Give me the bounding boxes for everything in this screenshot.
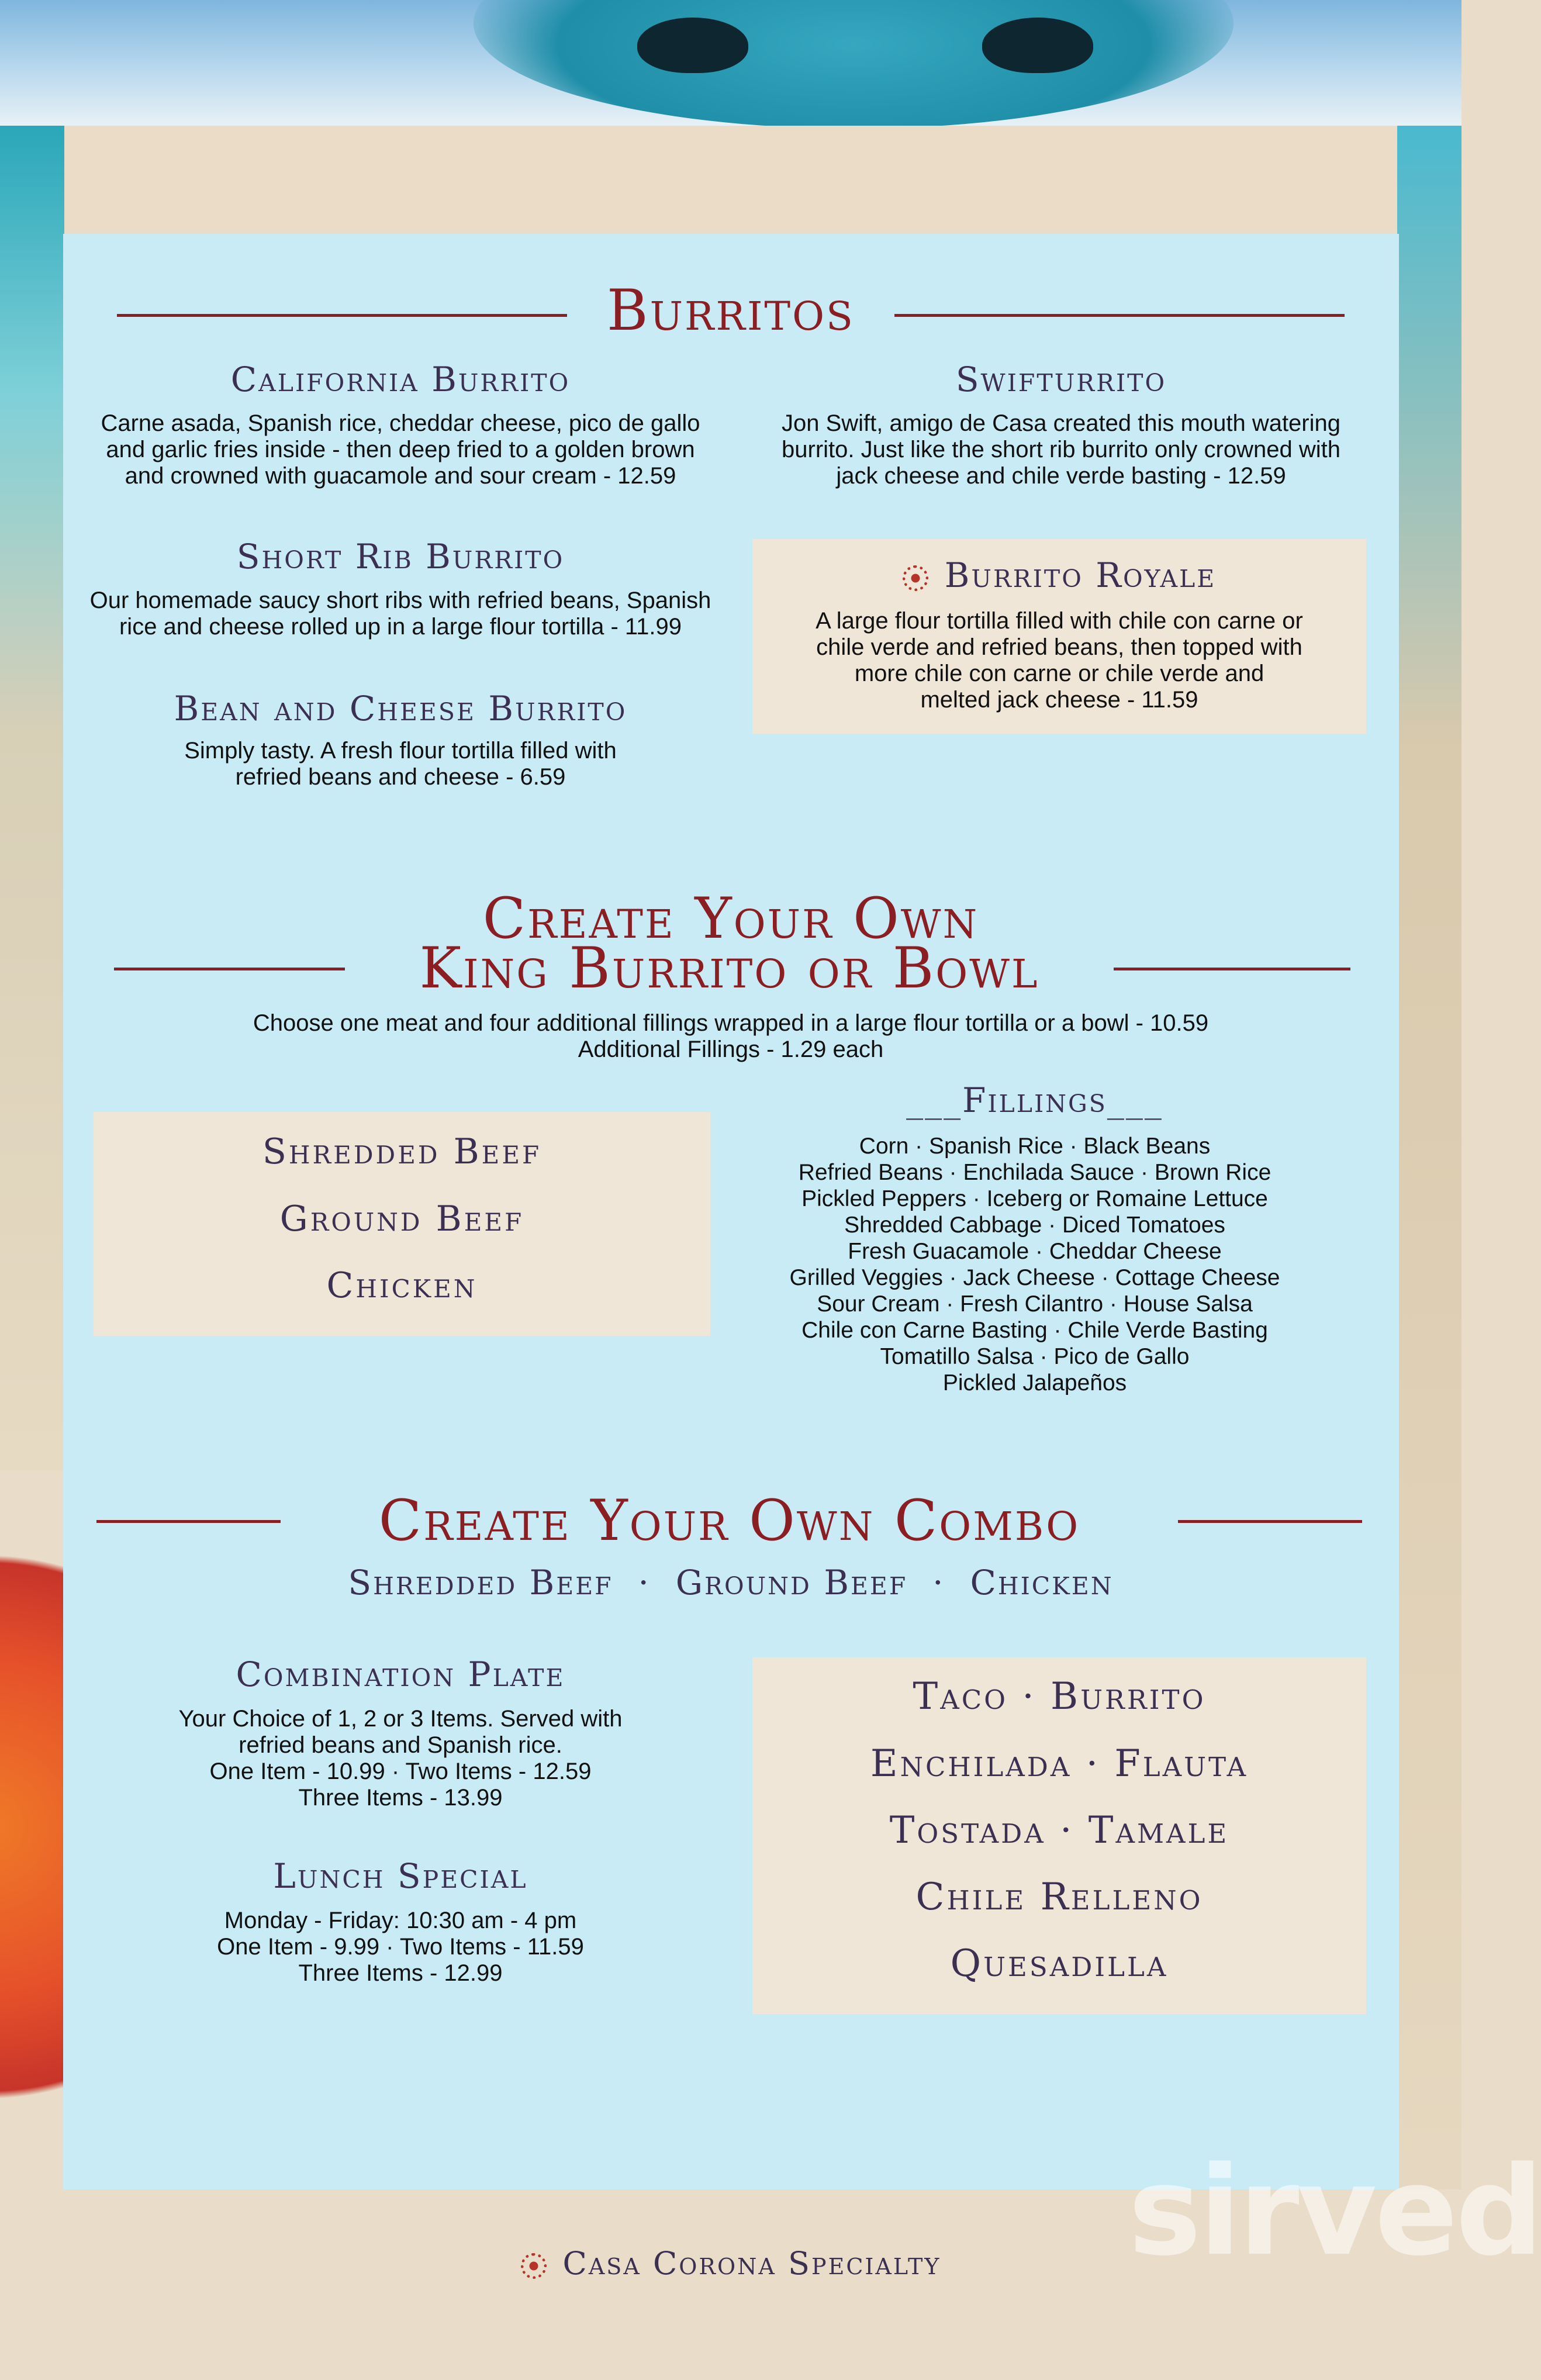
fillings-title: ___Fillings___ <box>906 1080 1163 1120</box>
filling-line: Tomatillo Salsa · Pico de Gallo <box>880 1344 1190 1369</box>
king-rule-left <box>114 968 345 970</box>
combo-item-tostada-tamale: Tostada · Tamale <box>889 1809 1229 1852</box>
swifturrito-name: Swifturrito <box>955 360 1167 399</box>
combo-meats: Shredded Beef · Ground Beef · Chicken <box>348 1563 1114 1602</box>
king-meat-chicken: Chicken <box>326 1265 478 1306</box>
sirved-watermark: sirved <box>1128 2140 1541 2283</box>
lunch-special-desc: Monday - Friday: 10:30 am - 4 pm One Item - 9.99 · Two Items - 11.59 Three Items - 12.99 <box>217 1908 584 1986</box>
combination-plate-desc: Your Choice of 1, 2 or 3 Items. Served with refried beans and Spanish rice. One Item - 10.99 · Two Items - 12.59 Three Items - 13.99 <box>178 1706 623 1811</box>
filling-line: Sour Cream · Fresh Cilantro · House Salsa <box>817 1291 1253 1317</box>
burrito-royale-name: Burrito Royale <box>752 555 1366 595</box>
combination-plate-name: Combination Plate <box>236 1654 565 1694</box>
bean-cheese-burrito-name: Bean and Cheese Burrito <box>174 689 627 728</box>
combo-rule-left <box>96 1520 281 1523</box>
king-desc: Choose one meat and four additional fillings wrapped in a large flour tortilla or a bowl - 10.59 Additional Fillings - 1.29 each <box>253 1010 1209 1062</box>
mask-left-eye <box>637 18 748 73</box>
filling-line: Pickled Jalapeños <box>942 1370 1127 1395</box>
filling-line: Chile con Carne Basting · Chile Verde Basting <box>801 1318 1268 1343</box>
header-band <box>0 126 1461 248</box>
short-rib-burrito-name: Short Rib Burrito <box>236 537 565 576</box>
burritos-title: Burritos <box>607 278 855 343</box>
filling-line: Refried Beans · Enchilada Sauce · Brown Rice <box>798 1160 1272 1185</box>
combo-item-chile-relleno: Chile Relleno <box>915 1875 1203 1919</box>
california-burrito-name: California Burrito <box>230 360 571 399</box>
specialty-sun-icon <box>521 2253 547 2279</box>
filling-line: Pickled Peppers · Iceberg or Romaine Lettuce <box>801 1186 1268 1211</box>
combo-item-quesadilla: Quesadilla <box>950 1942 1169 1985</box>
mask-right-eye <box>982 18 1093 73</box>
lunch-special-name: Lunch Special <box>273 1856 528 1896</box>
swifturrito-desc: Jon Swift, amigo de Casa created this mouth watering burrito. Just like the short rib burrito only crowned with jack cheese and chile verde basting - 12.59 <box>781 410 1341 489</box>
short-rib-burrito-desc: Our homemade saucy short ribs with refried beans, Spanish rice and cheese rolled up in a large flour tortilla - 11.99 <box>89 588 711 640</box>
combo-item-enchilada-flauta: Enchilada · Flauta <box>870 1742 1249 1785</box>
king-title-line2: King Burrito or Bowl <box>419 935 1039 1001</box>
filling-line: Shredded Cabbage · Diced Tomatoes <box>844 1213 1225 1238</box>
combo-item-taco-burrito: Taco · Burrito <box>913 1675 1206 1718</box>
filling-line: Fresh Guacamole · Cheddar Cheese <box>848 1239 1222 1264</box>
filling-line: Grilled Veggies · Jack Cheese · Cottage Cheese <box>789 1265 1280 1290</box>
bean-cheese-burrito-desc: Simply tasty. A fresh flour tortilla filled with refried beans and cheese - 6.59 <box>184 738 617 790</box>
combo-rule-right <box>1178 1520 1362 1523</box>
king-rule-right <box>1114 968 1350 970</box>
footer-specialty-legend: Casa Corona Specialty <box>409 2245 1052 2282</box>
california-burrito-desc: Carne asada, Spanish rice, cheddar cheese, pico de gallo and garlic fries inside - then deep fried to a golden brown and crowned with guacamole and sour cream - 12.59 <box>101 410 700 489</box>
combo-title: Create Your Own Combo <box>378 1488 1080 1553</box>
title-rule-left <box>117 314 567 317</box>
king-meat-ground-beef: Ground Beef <box>279 1198 524 1239</box>
beach-background-left <box>0 126 64 1470</box>
king-title-line1: Create Your Own <box>482 886 979 951</box>
title-rule-right <box>894 314 1345 317</box>
filling-line: Corn · Spanish Rice · Black Beans <box>859 1134 1211 1159</box>
king-meat-shredded-beef: Shredded Beef <box>262 1131 542 1172</box>
burrito-royale-desc: A large flour tortilla filled with chile con carne or chile verde and refried beans, then topped with more chile con carne or chile verde and melted jack cheese - 11.59 <box>816 608 1303 713</box>
beach-background-right <box>1397 126 1461 2189</box>
specialty-sun-icon <box>903 565 928 591</box>
